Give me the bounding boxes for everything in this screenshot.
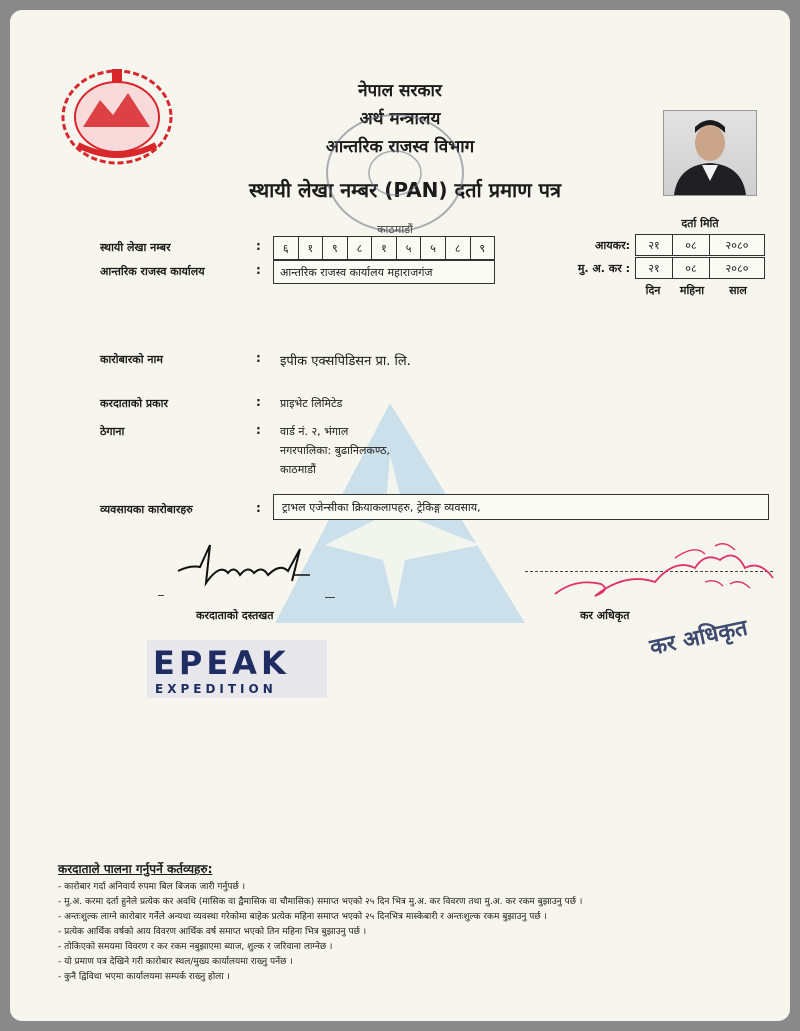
pan-digit: ५ xyxy=(397,237,422,259)
taxpayer-signature xyxy=(170,535,320,595)
nepal-emblem-icon xyxy=(58,65,176,167)
pan-digit: १ xyxy=(372,237,397,259)
date-row-income xyxy=(635,234,765,256)
officer-signature-label: कर अधिकृत xyxy=(580,609,630,622)
activities-box xyxy=(273,494,769,520)
certificate-title: स्थायी लेखा नम्बर (PAN) दर्ता प्रमाण पत्र xyxy=(248,178,562,202)
business-name-value: इपीक एक्सपिडिसन प्रा. लि. xyxy=(280,354,411,369)
business-name-label: कारोबारको नाम xyxy=(100,353,163,366)
office-colon: : xyxy=(256,263,261,277)
duty-item: - कुनै द्विविधा भएमा कार्यालयमा सम्पर्क राख्नु होला । xyxy=(58,972,230,982)
office-box xyxy=(273,260,495,284)
date-month: ०८ xyxy=(673,258,710,278)
date-year: २०८० xyxy=(725,238,749,252)
business-name-colon: : xyxy=(256,351,261,365)
taxpayer-type-colon: : xyxy=(256,395,261,409)
pan-digit: ६ xyxy=(274,237,299,259)
pan-digit: ९ xyxy=(323,237,348,259)
date-footer-day: दिन xyxy=(645,284,661,297)
pan-digit: १ xyxy=(299,237,324,259)
date-row-label-vat: मु. अ. कर : xyxy=(577,262,630,275)
pan-digit: ८ xyxy=(446,237,471,259)
duty-item: - अन्तःशुल्क लाग्ने कारोबार गर्नेले अन्यथा व्यवस्था गरेकोमा बाहेक प्रत्येक महिना समाप्त भएको २५ दिनभित्र मास्केबारी र अन्तःशुल्क रकम बुझाउनु पर्छ । xyxy=(58,912,547,922)
taxpayer-type-value: प्राइभेट लिमिटेड xyxy=(280,397,343,410)
date-row-label-income: आयकर: xyxy=(595,239,630,252)
duty-item: - प्रत्येक आर्थिक वर्षको आय विवरण आर्थिक वर्ष समाप्त भएको तिन महिना भित्र बुझाउनु पर्छ । xyxy=(58,927,367,937)
duties-list xyxy=(58,880,778,985)
office-stamp-icon xyxy=(320,108,470,238)
duty-item: - यो प्रमाण पत्र देखिने गरी कारोबार स्थल/मुख्य कार्यालयमा राख्नु पर्नेछ । xyxy=(58,957,293,967)
date-table-title: दर्ता मिति xyxy=(681,217,719,230)
duties-title: करदाताले पालना गर्नुपर्ने कर्तव्यहरु: xyxy=(58,862,213,876)
office-label: आन्तरिक राजस्व कार्यालय xyxy=(100,265,205,278)
date-day: २१ xyxy=(636,235,673,255)
gov-title: नेपाल सरकार xyxy=(358,81,442,101)
taxpayer-signature-line xyxy=(158,595,164,596)
activities-colon: : xyxy=(256,501,261,515)
taxpayer-signature-line xyxy=(325,597,335,598)
officer-title-stamp: कर अधिकृत xyxy=(647,615,750,661)
address-colon: : xyxy=(256,423,261,437)
taxpayer-signature-label: करदाताको दस्तखत xyxy=(196,609,274,622)
duty-item: - तोकिएको समयमा विवरण र कर रकम नबुझाएमा ब्याज, शुल्क र जरिवाना लाग्नेछ । xyxy=(58,942,333,952)
date-row-vat xyxy=(635,257,765,279)
pan-colon: : xyxy=(256,239,261,253)
ministry-title: अर्थ मन्त्रालय xyxy=(359,109,441,129)
epeak-logo xyxy=(147,640,327,698)
department-title: आन्तरिक राजस्व विभाग xyxy=(325,137,475,157)
pan-number-boxes xyxy=(273,236,495,260)
pan-digit: ९ xyxy=(479,241,486,255)
date-day: २१ xyxy=(636,258,673,278)
date-year: २०८० xyxy=(725,261,749,275)
duty-item: - मु.अ. करमा दर्ता हुनेले प्रत्येक कर अवधि (मासिक वा द्वैमासिक वा चौमासिक) समाप्त भएको २५ दिन भित्र मु.अ. कर विवरण तथा मु.अ. कर रकम बुझाउनु पर्छ । xyxy=(58,897,583,907)
duty-item: - कारोबार गर्दा अनिवार्य रुपमा बिल बिजक जारी गर्नुपर्छ । xyxy=(58,882,246,892)
pan-digit: ८ xyxy=(348,237,373,259)
activities-value: ट्राभल एजेन्सीका क्रियाकलापहरु, ट्रेकिङ्ग व्यवसाय, xyxy=(282,500,481,514)
pan-label: स्थायी लेखा नम्बर xyxy=(100,241,171,254)
certificate-sheet xyxy=(10,10,790,1021)
date-month: ०८ xyxy=(673,235,710,255)
address-line: नगरपालिका: बुढानिलकण्ठ, xyxy=(280,444,390,457)
epeak-logo-sub: EXPEDITION xyxy=(155,682,277,696)
officer-signature xyxy=(545,538,785,610)
activities-label: व्यवसायका कारोबारहरु xyxy=(100,503,193,516)
address-line: काठमाडौं xyxy=(280,463,316,476)
epeak-logo-brand: EPEAK xyxy=(153,644,290,682)
office-value: आन्तरिक राजस्व कार्यालय महाराजगंज xyxy=(280,265,433,279)
date-footer-year: साल xyxy=(729,284,747,297)
address-line: वार्ड नं. २, भंगाल xyxy=(280,425,349,438)
pan-digit: ५ xyxy=(421,237,446,259)
taxpayer-type-label: करदाताको प्रकार xyxy=(100,397,168,410)
location-text: काठमाडौं xyxy=(377,223,413,236)
date-footer-month: महिना xyxy=(679,284,705,297)
address-label: ठेगाना xyxy=(100,425,125,438)
applicant-photo xyxy=(663,110,757,196)
